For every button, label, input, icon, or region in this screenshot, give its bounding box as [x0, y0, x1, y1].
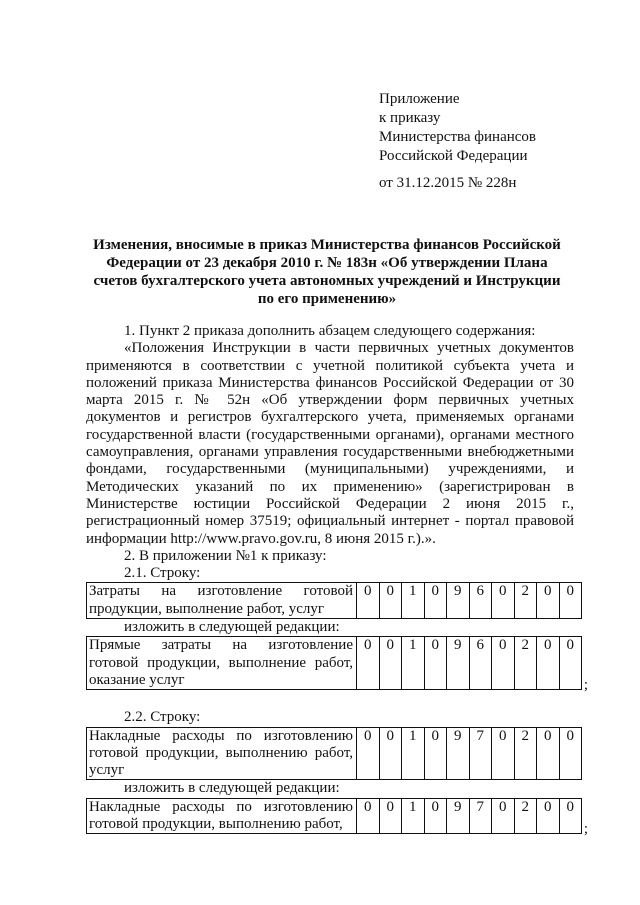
appendix-line: Приложение — [379, 91, 460, 107]
code-cell: 0 — [559, 583, 582, 619]
appendix-line: Российской Федерации — [379, 148, 528, 164]
code-cell: 0 — [357, 637, 380, 690]
code-cell: 0 — [492, 798, 515, 834]
code-cell: 0 — [424, 637, 447, 690]
code-cell: 0 — [537, 798, 560, 834]
appendix-date: от 31.12.2015 № 228н — [379, 175, 517, 191]
table-row — [87, 583, 582, 619]
row-table-1 — [86, 582, 574, 619]
item1-quote: «Положения Инструкции в части первичных учетных документов применяются в соответствии с учетной политикой субъекта учета и положений приказа Министерства финансов Российской Федерации от 30 марта 2015 г. № 52н «Об утверждении форм первичных учетных документов и регистров бухгалтерского учета, применяемых органами государственной власти (государственными органами), органами местного самоуправления, органами управления государственными внебюджетными фондами, государственными (муниципальными) учреждениями, и Методических указаний по их применению» (зарегистрирован в Министерстве юстиции Российской Федерации 2 июня 2015 г., регистрационный номер 37519; официальный интернет - портал правовой информации http://www.pravo.gov.ru, 8 июня 2015 г.).». — [86, 340, 574, 547]
code-cell: 9 — [447, 637, 470, 690]
code-cell: 0 — [424, 583, 447, 619]
code-cell: 0 — [424, 798, 447, 834]
row-name: Накладные расходы по изготовлению готовой продукции, выполнению работ, услуг — [87, 727, 357, 780]
row-name: Затраты на изготовление готовой продукции, выполнение работ, услуг — [87, 583, 357, 619]
code-cell: 9 — [447, 583, 470, 619]
item2-1-heading: 2.1. Строку: — [124, 565, 201, 582]
code-cell: 0 — [559, 637, 582, 690]
code-cell: 6 — [469, 637, 492, 690]
table-row — [87, 727, 582, 780]
code-cell: 1 — [402, 637, 425, 690]
replace-label: изложить в следующей редакции: — [124, 780, 340, 797]
code-cell: 1 — [402, 727, 425, 780]
code-cell: 0 — [537, 637, 560, 690]
item2-2-heading: 2.2. Строку: — [124, 709, 201, 726]
account-row-table — [86, 798, 582, 835]
code-cell: 0 — [537, 583, 560, 619]
account-row-table — [86, 636, 582, 690]
semicolon: ; — [583, 677, 588, 694]
code-cell: 9 — [447, 798, 470, 834]
document-title: Изменения, вносимые в приказ Министерства финансов Российской Федерации от 23 декабря 2010 г. № 183н «Об утверждении Плана счетов бухгалтерского учета автономных учреждений и Инструкции по его применению» — [93, 237, 561, 307]
table-row — [87, 637, 582, 690]
code-cell: 7 — [469, 798, 492, 834]
semicolon: ; — [583, 821, 588, 838]
code-cell: 6 — [469, 583, 492, 619]
code-cell: 0 — [379, 798, 402, 834]
table-row — [87, 798, 582, 834]
row-table-4 — [86, 798, 588, 838]
code-cell: 1 — [402, 798, 425, 834]
code-cell: 0 — [559, 727, 582, 780]
code-cell: 0 — [492, 637, 515, 690]
code-cell: 0 — [424, 727, 447, 780]
code-cell: 0 — [379, 727, 402, 780]
code-cell: 0 — [379, 583, 402, 619]
appendix-line: Министерства финансов — [379, 129, 536, 145]
row-table-2 — [86, 636, 588, 694]
code-cell: 2 — [514, 727, 537, 780]
code-cell: 0 — [537, 727, 560, 780]
row-name: Прямые затраты на изготовление готовой продукции, выполнение работ, оказание услуг — [87, 637, 357, 690]
code-cell: 2 — [514, 583, 537, 619]
code-cell: 2 — [514, 637, 537, 690]
replace-label: изложить в следующей редакции: — [124, 619, 340, 636]
code-cell: 0 — [492, 727, 515, 780]
item2-intro: 2. В приложении №1 к приказу: — [124, 547, 327, 564]
code-cell: 0 — [357, 583, 380, 619]
row-table-3 — [86, 727, 574, 781]
code-cell: 1 — [402, 583, 425, 619]
appendix-header — [379, 90, 619, 193]
row-name: Накладные расходы по изготовлению готовой продукции, выполнению работ, — [87, 798, 357, 834]
code-cell: 9 — [447, 727, 470, 780]
code-cell: 0 — [357, 798, 380, 834]
item1-intro: 1. Пункт 2 приказа дополнить абзацем следующего содержания: — [124, 323, 536, 339]
code-cell: 0 — [492, 583, 515, 619]
appendix-line: к приказу — [379, 110, 441, 126]
code-cell: 0 — [379, 637, 402, 690]
code-cell: 0 — [559, 798, 582, 834]
document-body — [86, 323, 588, 838]
code-cell: 0 — [357, 727, 380, 780]
account-row-table — [86, 582, 582, 619]
account-row-table — [86, 727, 582, 781]
code-cell: 2 — [514, 798, 537, 834]
code-cell: 7 — [469, 727, 492, 780]
